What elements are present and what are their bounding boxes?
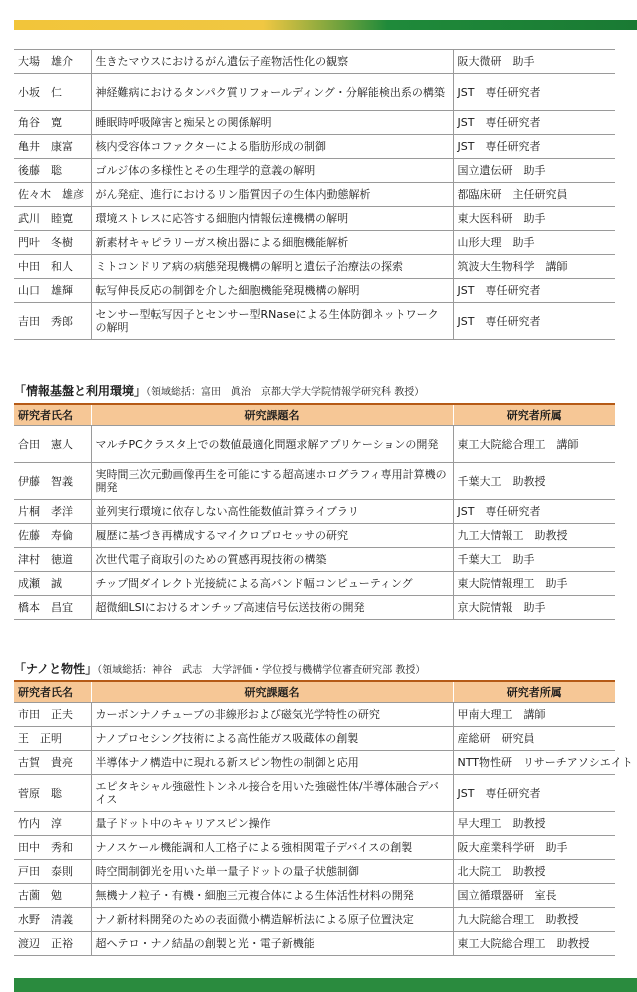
table-row bbox=[14, 231, 615, 255]
affiliation-cell: 東工大院総合理工 助教授 bbox=[453, 932, 615, 956]
research-title-cell: ナノプロセシング技術による高性能ガス吸蔵体の創製 bbox=[91, 727, 453, 751]
header-affiliation: 研究者所属 bbox=[453, 404, 615, 426]
table-row bbox=[14, 932, 615, 956]
table-row bbox=[14, 279, 615, 303]
researcher-name-cell: 小坂 仁 bbox=[14, 74, 91, 111]
research-title-cell: 履歴に基づき再構成するマイクロプロセッサの研究 bbox=[91, 524, 453, 548]
table-row bbox=[14, 207, 615, 231]
researcher-name-cell: 門叶 冬樹 bbox=[14, 231, 91, 255]
researcher-name-cell: 合田 憲人 bbox=[14, 426, 91, 463]
research-title-cell: 並列実行環境に依存しない高性能数値計算ライブラリ bbox=[91, 500, 453, 524]
table-row bbox=[14, 860, 615, 884]
affiliation-cell: 産総研 研究員 bbox=[453, 727, 615, 751]
table-row bbox=[14, 775, 615, 812]
table-row bbox=[14, 255, 615, 279]
affiliation-cell: JST 専任研究者 bbox=[453, 135, 615, 159]
table-row bbox=[14, 50, 615, 74]
research-title-cell: 新素材キャピラリーガス検出器による細胞機能解析 bbox=[91, 231, 453, 255]
top-color-bar bbox=[14, 20, 637, 30]
researcher-name-cell: 田中 秀和 bbox=[14, 836, 91, 860]
table-row bbox=[14, 524, 615, 548]
research-title-cell: 無機ナノ粒子・有機・細胞三元複合体による生体活性材料の開発 bbox=[91, 884, 453, 908]
header-research-title: 研究課題名 bbox=[91, 404, 453, 426]
research-title-cell: マルチPCクラスタ上での数値最適化問題求解アプリケーションの開発 bbox=[91, 426, 453, 463]
researcher-name-cell: 山口 雄輝 bbox=[14, 279, 91, 303]
research-title-cell: 環境ストレスに応答する細胞内情報伝達機構の解明 bbox=[91, 207, 453, 231]
table-row bbox=[14, 74, 615, 111]
research-title-cell: 神経難病におけるタンパク質リフォールディング・分解能検出系の構築 bbox=[91, 74, 453, 111]
affiliation-cell: 都臨床研 主任研究員 bbox=[453, 183, 615, 207]
researcher-name-cell: 竹内 淳 bbox=[14, 812, 91, 836]
affiliation-cell: 千葉大工 助教授 bbox=[453, 463, 615, 500]
bottom-color-bar bbox=[14, 978, 637, 992]
table-row bbox=[14, 703, 615, 727]
researcher-name-cell: 市田 正夫 bbox=[14, 703, 91, 727]
section-heading: 「情報基盤と利用環境」 bbox=[14, 384, 147, 398]
researcher-name-cell: 角谷 寛 bbox=[14, 111, 91, 135]
table-row bbox=[14, 812, 615, 836]
research-title-cell: 転写伸長反応の制御を介した細胞機能発現機構の解明 bbox=[91, 279, 453, 303]
researcher-name-cell: 王 正明 bbox=[14, 727, 91, 751]
affiliation-cell: 山形大理 助手 bbox=[453, 231, 615, 255]
research-title-cell: がん発症、進行におけるリン脂質因子の生体内動態解析 bbox=[91, 183, 453, 207]
section-supervisor: （領域総括：富田 眞治 京都大学大学院情報学研究科 教授） bbox=[146, 387, 425, 398]
table-row bbox=[14, 159, 615, 183]
header-researcher-name: 研究者氏名 bbox=[14, 681, 91, 703]
research-title-cell: ゴルジ体の多様性とその生理学的意義の解明 bbox=[91, 159, 453, 183]
table-row bbox=[14, 548, 615, 572]
affiliation-cell: 早大理工 助教授 bbox=[453, 812, 615, 836]
affiliation-cell: 東大院情報理工 助手 bbox=[453, 572, 615, 596]
research-title-cell: ミトコンドリア病の病態発現機構の解明と遺伝子治療法の探索 bbox=[91, 255, 453, 279]
section-title-nano-properties bbox=[14, 660, 425, 677]
affiliation-cell: JST 専任研究者 bbox=[453, 775, 615, 812]
table-row bbox=[14, 111, 615, 135]
affiliation-cell: 国立循環器研 室長 bbox=[453, 884, 615, 908]
researcher-name-cell: 大場 雄介 bbox=[14, 50, 91, 74]
table-row bbox=[14, 426, 615, 463]
table-row bbox=[14, 183, 615, 207]
table-row bbox=[14, 303, 615, 340]
researcher-name-cell: 佐々木 雄彦 bbox=[14, 183, 91, 207]
researcher-name-cell: 菅原 聡 bbox=[14, 775, 91, 812]
affiliation-cell: 北大院工 助教授 bbox=[453, 860, 615, 884]
researcher-name-cell: 古賀 貴亮 bbox=[14, 751, 91, 775]
table-row bbox=[14, 463, 615, 500]
affiliation-cell: JST 専任研究者 bbox=[453, 279, 615, 303]
table-row bbox=[14, 884, 615, 908]
section-title-info-infrastructure bbox=[14, 382, 424, 399]
table-row bbox=[14, 500, 615, 524]
affiliation-cell: JST 専任研究者 bbox=[453, 111, 615, 135]
header-research-title: 研究課題名 bbox=[91, 681, 453, 703]
researcher-name-cell: 津村 徳道 bbox=[14, 548, 91, 572]
researcher-name-cell: 伊藤 智義 bbox=[14, 463, 91, 500]
research-title-cell: 時空間制御光を用いた単一量子ドットの量子状態制御 bbox=[91, 860, 453, 884]
research-title-cell: カーボンナノチューブの非線形および磁気光学特性の研究 bbox=[91, 703, 453, 727]
affiliation-cell: 国立遺伝研 助手 bbox=[453, 159, 615, 183]
research-title-cell: 核内受容体コファクターによる脂肪形成の制御 bbox=[91, 135, 453, 159]
affiliation-cell: 甲南大理工 講師 bbox=[453, 703, 615, 727]
table-row bbox=[14, 727, 615, 751]
header-researcher-name: 研究者氏名 bbox=[14, 404, 91, 426]
section-heading: 「ナノと物性」 bbox=[14, 662, 98, 676]
researcher-name-cell: 亀井 康富 bbox=[14, 135, 91, 159]
research-title-cell: 超微細LSIにおけるオンチップ高速信号伝送技術の開発 bbox=[91, 596, 453, 620]
research-title-cell: 睡眠時呼吸障害と痴呆との関係解明 bbox=[91, 111, 453, 135]
affiliation-cell: JST 専任研究者 bbox=[453, 303, 615, 340]
researcher-name-cell: 渡辺 正裕 bbox=[14, 932, 91, 956]
affiliation-cell: 阪大微研 助手 bbox=[453, 50, 615, 74]
affiliation-cell: 東大医科研 助手 bbox=[453, 207, 615, 231]
research-title-cell: チップ間ダイレクト光接続による高バンド幅コンピューティング bbox=[91, 572, 453, 596]
research-title-cell: センサー型転写因子とセンサー型RNaseによる生体防御ネットワークの解明 bbox=[91, 303, 453, 340]
research-title-cell: ナノスケール機能調和人工格子による強相関電子デバイスの創製 bbox=[91, 836, 453, 860]
researcher-name-cell: 中田 和人 bbox=[14, 255, 91, 279]
researcher-name-cell: 佐藤 寿倫 bbox=[14, 524, 91, 548]
researcher-name-cell: 片桐 孝洋 bbox=[14, 500, 91, 524]
researcher-name-cell: 古薗 勉 bbox=[14, 884, 91, 908]
affiliation-cell: 千葉大工 助手 bbox=[453, 548, 615, 572]
research-title-cell: 量子ドット中のキャリアスピン操作 bbox=[91, 812, 453, 836]
researcher-name-cell: 成瀬 誠 bbox=[14, 572, 91, 596]
header-affiliation: 研究者所属 bbox=[453, 681, 615, 703]
table-row bbox=[14, 572, 615, 596]
affiliation-cell: 阪大産業科学研 助手 bbox=[453, 836, 615, 860]
affiliation-cell: 筑波大生物科学 講師 bbox=[453, 255, 615, 279]
table-row bbox=[14, 836, 615, 860]
affiliation-cell: 九工大情報工 助教授 bbox=[453, 524, 615, 548]
researcher-name-cell: 水野 清義 bbox=[14, 908, 91, 932]
nano-properties-table bbox=[14, 680, 633, 956]
affiliation-cell: JST 専任研究者 bbox=[453, 74, 615, 111]
research-title-cell: ナノ新材料開発のための表面微小構造解析法による原子位置決定 bbox=[91, 908, 453, 932]
researcher-name-cell: 戸田 泰則 bbox=[14, 860, 91, 884]
section-supervisor: （領域総括：神谷 武志 大学評価・学位授与機構学位審査研究部 教授） bbox=[97, 665, 426, 676]
research-title-cell: 半導体ナノ構造中に現れる新スピン物性の制御と応用 bbox=[91, 751, 453, 775]
research-title-cell: 次世代電子商取引のための質感再現技術の構築 bbox=[91, 548, 453, 572]
table-row bbox=[14, 751, 615, 775]
research-title-cell: エピタキシャル強磁性トンネル接合を用いた強磁性体/半導体融合デバイス bbox=[91, 775, 453, 812]
researcher-name-cell: 吉田 秀郎 bbox=[14, 303, 91, 340]
affiliation-cell: 京大院情報 助手 bbox=[453, 596, 615, 620]
table-row bbox=[14, 596, 615, 620]
researcher-name-cell: 武川 睦寛 bbox=[14, 207, 91, 231]
research-title-cell: 実時間三次元動画像再生を可能にする超高速ホログラフィ専用計算機の開発 bbox=[91, 463, 453, 500]
table-row bbox=[14, 135, 615, 159]
research-title-cell: 超ヘテロ・ナノ結晶の創製と光・電子新機能 bbox=[91, 932, 453, 956]
research-title-cell: 生きたマウスにおけるがん遺伝子産物活性化の観察 bbox=[91, 50, 453, 74]
info-infrastructure-table bbox=[14, 403, 615, 620]
affiliation-cell: 九大院総合理工 助教授 bbox=[453, 908, 615, 932]
affiliation-cell: NTT物性研 リサーチアソシエイト bbox=[453, 751, 615, 775]
affiliation-cell: 東工大院総合理工 講師 bbox=[453, 426, 615, 463]
researcher-name-cell: 後藤 聡 bbox=[14, 159, 91, 183]
continued-researcher-table bbox=[14, 49, 615, 340]
affiliation-cell: JST 専任研究者 bbox=[453, 500, 615, 524]
researcher-name-cell: 橋本 昌宜 bbox=[14, 596, 91, 620]
table-row bbox=[14, 908, 615, 932]
